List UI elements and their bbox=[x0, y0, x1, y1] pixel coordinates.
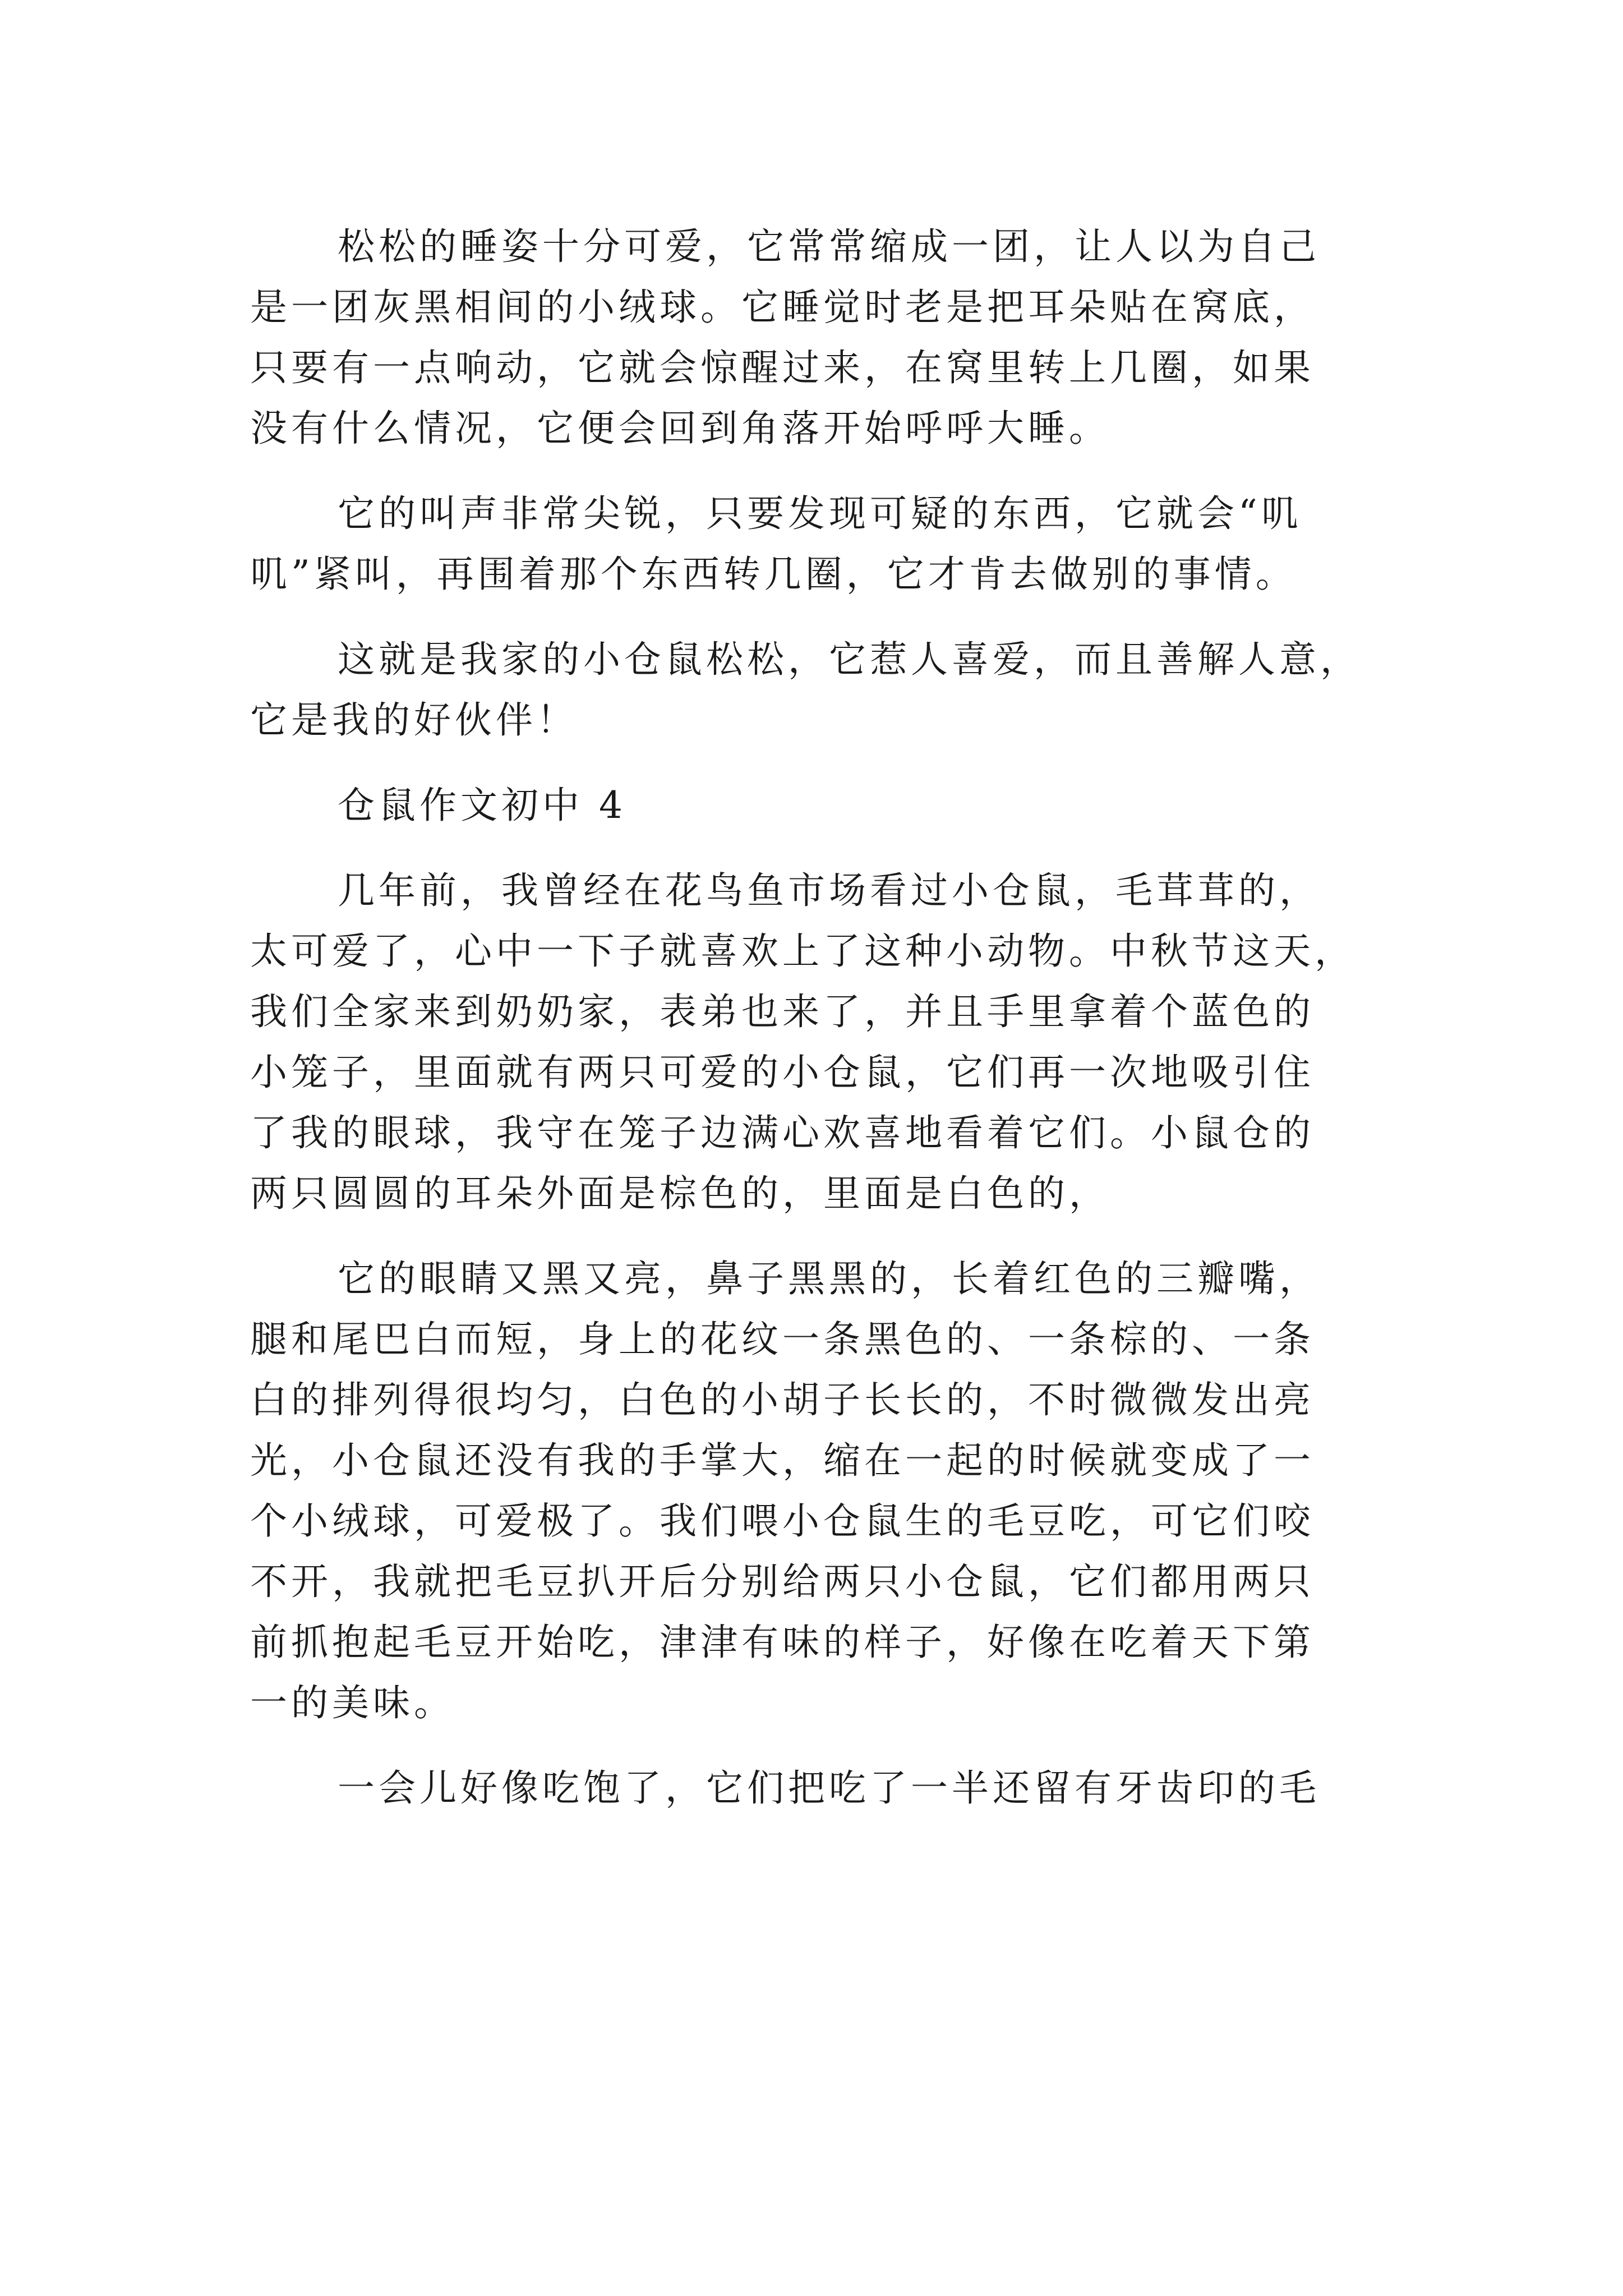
text-line: 它的叫声非常尖锐，只要发现可疑的东西，它就会“叽 bbox=[338, 492, 1302, 535]
document-body bbox=[250, 217, 1383, 1819]
text-line: 是一团灰黑相间的小绒球。它睡觉时老是把耳朵贴在窝底， bbox=[250, 286, 1315, 329]
paragraph-spacing bbox=[250, 605, 1383, 629]
text-line: 松松的睡姿十分可爱，它常常缩成一团，让人以为自己 bbox=[338, 225, 1320, 268]
text-line: 不开，我就把毛豆扒开后分别给两只小仓鼠，它们都用两只 bbox=[250, 1560, 1315, 1603]
text-line: 太可爱了，心中一下子就喜欢上了这种小动物。中秋节这天， bbox=[250, 930, 1355, 973]
text-line: 个小绒球，可爱极了。我们喂小仓鼠生的毛豆吃，可它们咬 bbox=[250, 1499, 1315, 1543]
paragraph-spacing bbox=[250, 836, 1383, 861]
text-line: 一的美味。 bbox=[250, 1681, 455, 1724]
paragraph-spacing bbox=[250, 459, 1383, 484]
text-line: 光，小仓鼠还没有我的手掌大，缩在一起的时候就变成了一 bbox=[250, 1439, 1315, 1482]
paragraph-spacing bbox=[250, 1733, 1383, 1758]
text-line: 小笼子，里面就有两只可爱的小仓鼠，它们再一次地吸引住 bbox=[250, 1051, 1315, 1094]
text-line: 白的排列得很均匀，白色的小胡子长长的，不时微微发出亮 bbox=[250, 1378, 1315, 1421]
paragraph-first-sight bbox=[250, 861, 1383, 1224]
text-line: 几年前，我曾经在花鸟鱼市场看过小仓鼠，毛茸茸的， bbox=[338, 869, 1320, 912]
paragraph-spacing bbox=[250, 751, 1383, 775]
paragraph-sleeping-posture bbox=[250, 217, 1383, 459]
text-line: 这就是我家的小仓鼠松松，它惹人喜爱，而且善解人意， bbox=[338, 638, 1361, 681]
section-title: 仓鼠作文初中 4 bbox=[338, 784, 626, 827]
paragraph-full bbox=[250, 1758, 1383, 1819]
text-line: 没有什么情况，它便会回到角落开始呼呼大睡。 bbox=[250, 407, 1110, 450]
text-line: 它是我的好伙伴！ bbox=[250, 698, 578, 742]
text-line: 叽”紧叫，再围着那个东西转几圈，它才肯去做别的事情。 bbox=[250, 553, 1297, 596]
paragraph-sharp-cry bbox=[250, 484, 1383, 605]
paragraph-good-partner bbox=[250, 629, 1383, 751]
section-heading bbox=[250, 775, 1383, 836]
text-line: 我们全家来到奶奶家，表弟也来了，并且手里拿着个蓝色的 bbox=[250, 990, 1315, 1033]
paragraph-spacing bbox=[250, 1224, 1383, 1249]
text-line: 了我的眼球，我守在笼子边满心欢喜地看着它们。小鼠仓的 bbox=[250, 1111, 1315, 1154]
text-line: 腿和尾巴白而短，身上的花纹一条黑色的、一条棕的、一条 bbox=[250, 1318, 1315, 1361]
text-line: 只要有一点响动，它就会惊醒过来，在窝里转上几圈，如果 bbox=[250, 346, 1315, 389]
paragraph-appearance bbox=[250, 1249, 1383, 1733]
text-line: 前抓抱起毛豆开始吃，津津有味的样子，好像在吃着天下第 bbox=[250, 1621, 1315, 1664]
text-line: 它的眼睛又黑又亮，鼻子黑黑的，长着红色的三瓣嘴， bbox=[338, 1257, 1320, 1300]
text-line: 一会儿好像吃饱了，它们把吃了一半还留有牙齿印的毛 bbox=[338, 1766, 1320, 1810]
text-line: 两只圆圆的耳朵外面是棕色的，里面是白色的， bbox=[250, 1172, 1110, 1215]
